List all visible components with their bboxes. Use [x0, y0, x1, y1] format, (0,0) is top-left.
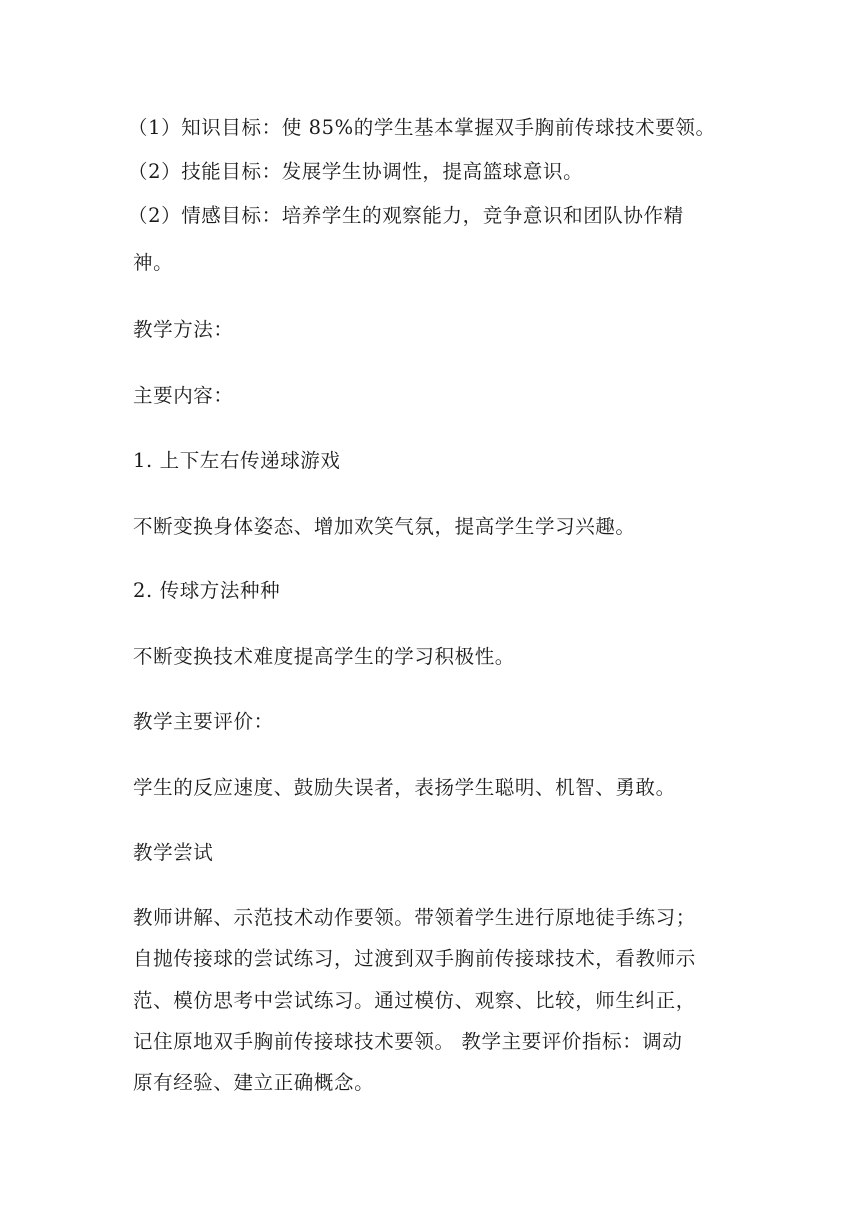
trial-heading: 教学尝试	[133, 841, 214, 864]
teaching-method-heading: 教学方法：	[133, 318, 234, 341]
main-content-heading: 主要内容：	[133, 384, 234, 407]
trial-paragraph-line-5: 原有经验、建立正确概念。	[133, 1071, 375, 1094]
objective-emotion-continued: 神。	[133, 251, 174, 274]
trial-paragraph-line-3: 范、模仿思考中尝试练习。通过模仿、观察、比较，师生纠正，	[133, 989, 696, 1012]
evaluation-text: 学生的反应速度、鼓励失误者，表扬学生聪明、机智、勇敢。	[133, 776, 676, 799]
trial-paragraph-line-4: 记住原地双手胸前传接球技术要领。 教学主要评价指标：调动	[133, 1030, 683, 1053]
content-item-2-text: 不断变换技术难度提高学生的学习积极性。	[133, 645, 515, 668]
trial-paragraph-line-1: 教师讲解、示范技术动作要领。带领着学生进行原地徒手练习；	[133, 906, 696, 929]
content-item-2-title: 2. 传球方法种种	[133, 579, 281, 602]
content-item-1-text: 不断变换身体姿态、增加欢笑气氛，提高学生学习兴趣。	[133, 515, 636, 538]
trial-paragraph-line-2: 自抛传接球的尝试练习，过渡到双手胸前传接球技术，看教师示	[133, 947, 696, 970]
objective-skill: （2）技能目标：发展学生协调性，提高篮球意识。	[128, 160, 584, 183]
objective-emotion: （2）情感目标：培养学生的观察能力，竞争意识和团队协作精	[128, 204, 684, 227]
evaluation-heading: 教学主要评价：	[133, 710, 274, 733]
objective-knowledge: （1）知识目标：使 85%的学生基本掌握双手胸前传球技术要领。	[128, 116, 716, 139]
content-item-1-title: 1. 上下左右传递球游戏	[133, 449, 341, 472]
